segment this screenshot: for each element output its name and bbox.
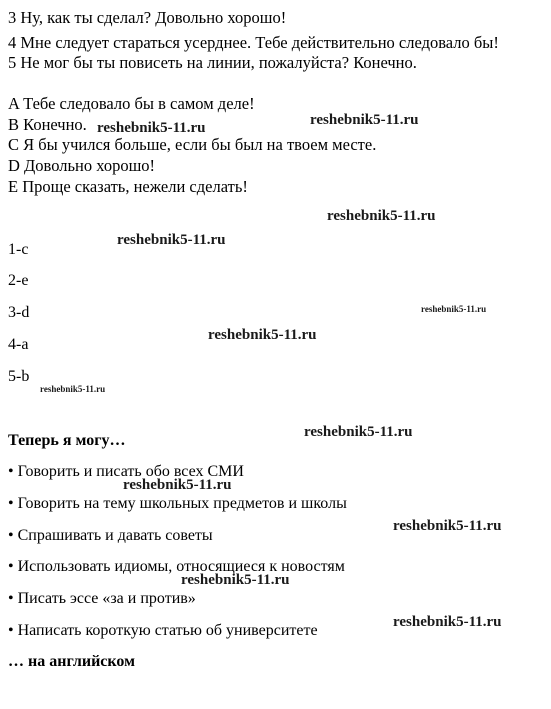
watermark-2: reshebnik5-11.ru	[310, 112, 419, 128]
watermark-4: reshebnik5-11.ru	[117, 232, 226, 248]
option-a: A Тебе следовало бы в самом деле!	[8, 94, 255, 113]
can-do-item-1: • Говорить и писать обо всех СМИ	[8, 463, 244, 480]
watermark-5: reshebnik5-11.ru	[421, 304, 487, 314]
answer-5: 5-b	[8, 368, 30, 385]
answer-4: 4-a	[8, 336, 29, 353]
can-do-item-6: • Написать короткую статью об университете	[8, 622, 318, 639]
watermark-11: reshebnik5-11.ru	[181, 572, 290, 588]
option-e: E Проще сказать, нежели сделать!	[8, 177, 248, 196]
watermark-12: reshebnik5-11.ru	[393, 614, 502, 630]
can-do-item-4: • Использовать идиомы, относящиеся к новостям	[8, 558, 345, 575]
watermark-8: reshebnik5-11.ru	[304, 424, 413, 440]
watermark-3: reshebnik5-11.ru	[327, 208, 436, 224]
can-do-footer: … на английском	[8, 653, 136, 670]
sentence-4: 4 Мне следует стараться усерднее. Тебе действительно следовало бы!	[8, 33, 499, 52]
sentence-3: 3 Ну, как ты сделал? Довольно хорошо!	[8, 8, 287, 27]
watermark-10: reshebnik5-11.ru	[393, 518, 502, 534]
can-do-heading: Теперь я могу…	[8, 432, 126, 449]
watermark-6: reshebnik5-11.ru	[208, 327, 317, 343]
can-do-item-5: • Писать эссе «за и против»	[8, 590, 196, 607]
can-do-item-2: • Говорить на тему школьных предметов и школы	[8, 495, 347, 512]
can-do-item-3: • Спрашивать и давать советы	[8, 527, 213, 544]
watermark-1: reshebnik5-11.ru	[97, 120, 206, 136]
sentence-5: 5 Не мог бы ты повисеть на линии, пожалуйста? Конечно.	[8, 53, 417, 72]
option-d: D Довольно хорошо!	[8, 156, 156, 175]
watermark-9: reshebnik5-11.ru	[123, 477, 232, 493]
answer-1: 1-c	[8, 241, 29, 258]
answer-2: 2-e	[8, 272, 29, 289]
option-b: B Конечно.	[8, 115, 87, 134]
watermark-7: reshebnik5-11.ru	[40, 384, 106, 394]
answer-3: 3-d	[8, 304, 30, 321]
option-c: C Я бы учился больше, если бы был на твоем месте.	[8, 135, 377, 154]
